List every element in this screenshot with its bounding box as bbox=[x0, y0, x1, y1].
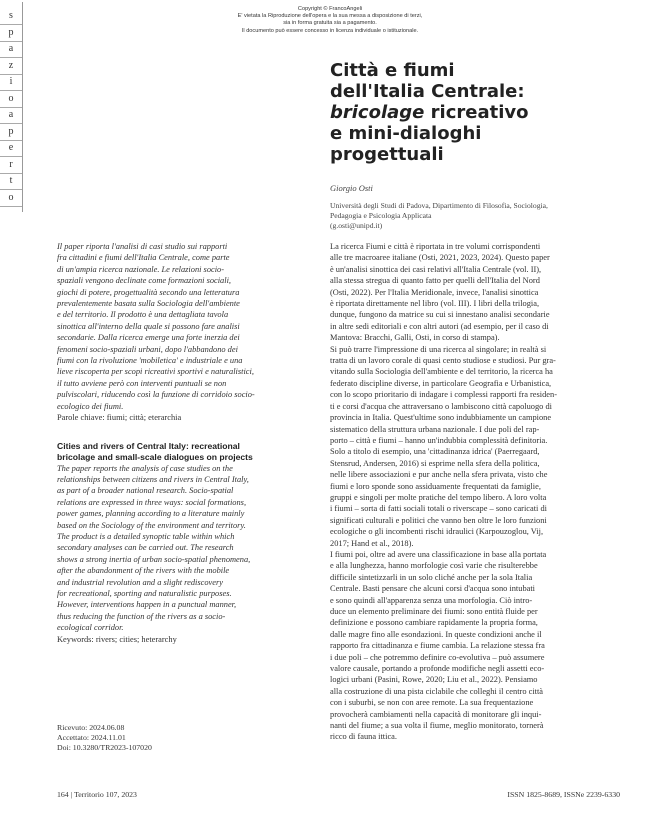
body-line: 2017; Hand et al., 2018). bbox=[330, 538, 414, 548]
article-title bbox=[330, 60, 630, 165]
body-line: ricco di fauna ittica. bbox=[330, 732, 397, 742]
affiliation-line: Università degli Studi di Padova, Dipartimento di Filosofia, Sociologia, bbox=[330, 201, 548, 210]
side-tab-letter: r bbox=[9, 158, 13, 170]
side-tab-letter: i bbox=[9, 76, 13, 87]
title-line: dell'Italia Centrale: bbox=[330, 81, 525, 102]
author-affiliation bbox=[330, 201, 610, 231]
abstract-line: ecologico dei fiumi. bbox=[57, 401, 124, 411]
body-line: e sono quindi all'apparenza senza una morfologia. Ciò intro- bbox=[330, 595, 533, 605]
received-date: Ricevuto: 2024.06.08 bbox=[57, 723, 125, 732]
abstract-english bbox=[57, 463, 307, 634]
body-line: è un'analisi sinottica dei casi relativi all'Italia Centrale (vol. II), bbox=[330, 264, 542, 274]
title-line: progettuali bbox=[330, 144, 444, 165]
body-line: Mantova: Bracchi, Galli, Osti, in corso di stampa). bbox=[330, 333, 500, 343]
body-line: alle tre macroaree italiane (Osti, 2021, 2023, 2024). Questo paper bbox=[330, 253, 550, 263]
title-line: Città e fiumi bbox=[330, 60, 455, 81]
side-tab-divider bbox=[0, 90, 22, 91]
body-line: alla costruzione di una pista ciclabile che colleghi il centro città bbox=[330, 686, 544, 696]
side-tab-divider bbox=[0, 24, 22, 25]
body-line: valore causale, portando a profonde modifiche negli assetti eco- bbox=[330, 664, 545, 674]
side-tab-divider bbox=[0, 74, 22, 75]
abstract-line: fiumi con la rivoluzione 'mobiletica' e industriale e una bbox=[57, 356, 243, 366]
body-line: nanti del fiume; a sua volta il fiume, meglio monitorato, tornerà bbox=[330, 721, 544, 731]
abstract-line: relationships between citizens and rivers in Central Italy, bbox=[57, 474, 249, 484]
body-text bbox=[330, 241, 620, 743]
body-line: è riportata direttamente nel libro (vol. III). I libri della trilogia, bbox=[330, 299, 540, 309]
body-line: dalle magre fino alle esondazioni. In queste condizioni anche il bbox=[330, 629, 542, 639]
abstract-line: secondary analyses can be carried out. The research bbox=[57, 543, 234, 553]
left-column bbox=[57, 241, 307, 645]
body-line: dunque, fungono da matrice su cui si innestano analisi secondarie bbox=[330, 310, 550, 320]
abstract-line: ecological corridor. bbox=[57, 623, 124, 633]
abstract-line: pulviscolari, riducendo così la funzione di corridoio socio- bbox=[57, 390, 255, 400]
body-line: con lo scopo prioritario di indagare i complessi rapporti fra residen- bbox=[330, 390, 557, 400]
side-tab-letter: z bbox=[8, 59, 14, 71]
abstract-line: secondarie. Dalla ricerca emerge una forte inerzia dei bbox=[57, 333, 240, 343]
author-name: Giorgio Osti bbox=[330, 183, 373, 193]
copyright-line: Il documento può essere concesso in licenza individuale o istituzionale. bbox=[241, 27, 419, 34]
body-line: I fiumi poi, oltre ad avere una classificazione in base alla portata bbox=[330, 549, 547, 559]
body-line: federato discipline diverse, in particolare Geografia e Urbanistica, bbox=[330, 378, 552, 388]
body-line: definizione e possono cambiare rapidamente la propria forma, bbox=[330, 618, 538, 628]
side-tab-letter: a bbox=[8, 43, 14, 54]
side-tab-divider bbox=[0, 206, 22, 207]
copyright-line: E' vietata la Riproduzione dell'opera e la sua messa a disposizione di terzi, bbox=[237, 13, 423, 20]
abstract-line: and industrial revolution and a slight rediscovery bbox=[57, 577, 223, 587]
abstract-line: The product is a detailed synoptic table within which bbox=[57, 531, 235, 541]
body-line: duce un elemento preliminare dei fiumi: sono entità fluide per bbox=[330, 607, 538, 616]
side-tab-letter: o bbox=[8, 191, 14, 203]
abstract-line: il tutto avviene però con interventi puntuali se non bbox=[57, 378, 227, 388]
abstract-line: as part of a broader national research. Socio-spatial bbox=[57, 486, 234, 496]
side-tab-divider bbox=[0, 41, 22, 42]
body-line: i due poli – che potremmo definire co-evolutiva – può assumere bbox=[330, 652, 545, 662]
body-line: gruppi e singoli per molte pratiche del tempo libero. A loro volta bbox=[330, 492, 547, 502]
body-line: logici urbani (Pasini, Rowe, 2020; Liu et al., 2022). Pensiamo bbox=[330, 675, 538, 685]
side-tab-divider bbox=[0, 107, 22, 108]
side-tab-divider bbox=[0, 173, 22, 174]
keywords-english: Keywords: rivers; cities; heterarchy bbox=[57, 634, 177, 644]
side-tab-letter: o bbox=[8, 92, 14, 104]
abstract-line: giochi di potere, progettualità secondo una letteratura bbox=[57, 287, 240, 297]
body-line: nelle libere associazioni e pur anche nella sfera privata, visto che bbox=[330, 470, 548, 480]
title-line: e mini-dialoghi bbox=[330, 123, 482, 144]
abstract-line: lieve riscoperta per scopi ricreativi sportivi e naturalistici, bbox=[57, 367, 254, 377]
doi: Doi: 10.3280/TR2023-107020 bbox=[57, 742, 152, 752]
abstract-line: for recreational, sporting and naturalistic purposes. bbox=[57, 588, 232, 598]
side-tab-letter: p bbox=[8, 26, 14, 38]
abstract-line: fenomeni socio-spaziali urbani, dopo l'abbandono dei bbox=[57, 344, 238, 354]
side-tab-divider bbox=[0, 123, 22, 124]
abstract-line: prevalentemente basata sulla Sociologia dell'ambiente bbox=[57, 299, 240, 309]
abstract-line: based on the Sociology of the environment and territory. bbox=[57, 520, 246, 530]
english-title bbox=[57, 441, 307, 463]
body-line: Solo a titolo di esempio, una 'cittadinanza idrica' (Paerregaard, bbox=[330, 447, 540, 457]
body-line: in altre sedi editoriali e con altri autori (ad esempio, per il caso di bbox=[330, 321, 549, 331]
copyright-notice bbox=[200, 6, 460, 35]
side-tab-letter: p bbox=[8, 125, 14, 137]
copyright-line: Copyright © FrancoAngeli bbox=[297, 6, 363, 12]
title-italic-word: bricolage bbox=[330, 102, 425, 123]
body-line: Centrale. Basti pensare che alcuni corsi d'acqua sono intubati bbox=[330, 584, 535, 594]
side-tab-divider bbox=[0, 189, 22, 190]
body-line: sistematico della struttura urbana nazionale. I due poli del rap- bbox=[330, 424, 540, 434]
abstract-italian bbox=[57, 241, 307, 412]
keywords-italian: Parole chiave: fiumi; città; eterarchia bbox=[57, 413, 182, 423]
abstract-line: e del territorio. Il prodotto è una dettagliata tavola bbox=[57, 310, 229, 320]
body-line: Stensrud, Andersen, 2016) si esprime nella sfera della politica, bbox=[330, 458, 540, 468]
body-line: ti e corsi d'acqua che attraversano o lambiscono città capoluogo di bbox=[330, 401, 552, 411]
title-line-rest: ricreativo bbox=[424, 102, 529, 123]
title-line bbox=[330, 102, 630, 123]
body-line: tratta di un lavoro corale di quasi cento studiose e studiosi. Pur gra- bbox=[330, 356, 556, 366]
body-line: La ricerca Fiumi e città è riportata in tre volumi corrispondenti bbox=[330, 242, 541, 251]
side-tab-divider bbox=[0, 140, 22, 141]
side-tab-divider bbox=[0, 156, 22, 157]
body-line: provincia in Italia. Quest'ultime sono indubbiamente un campione bbox=[330, 413, 552, 423]
body-line: con i suburbi, se non con aree remote. La sua frequentazione bbox=[330, 698, 534, 708]
copyright-line: sia in forma gratuita sia a pagamento. bbox=[283, 20, 377, 27]
side-tab-divider bbox=[0, 57, 22, 58]
abstract-line: spaziali vengono declinate come formazioni sociali, bbox=[57, 276, 231, 286]
abstract-line: sinottica all'interno della quale si possono fare analisi bbox=[57, 321, 240, 331]
body-line: porto – città e fiumi – hanno un'indubbia complessità definitoria. bbox=[330, 435, 548, 445]
body-line: e alla lunghezza, hanno morfologie così varie che risulterebbe bbox=[330, 561, 538, 571]
side-tab-letter: s bbox=[9, 10, 13, 21]
abstract-line: The paper reports the analysis of case studies on the bbox=[57, 463, 233, 473]
article-dates bbox=[57, 723, 152, 752]
abstract-line: fra cittadini e fiumi dell'Italia Centrale, come parte bbox=[57, 253, 230, 263]
english-title-line: bricolage and small-scale dialogues on projects bbox=[57, 451, 253, 462]
affiliation-line: Pedagogia e Psicologia Applicata bbox=[330, 211, 432, 220]
footer-issn: ISSN 1825-8689, ISSNe 2239-6330 bbox=[507, 790, 620, 799]
body-line: Si può trarre l'impressione di una ricerca al singolare; in realtà si bbox=[330, 344, 547, 354]
english-title-line: Cities and rivers of Central Italy: recreational bbox=[57, 440, 240, 451]
abstract-line: However, interventions happen in a punctual manner, bbox=[57, 600, 237, 610]
body-line: alla stessa stregua di quanto fatto per quelli dell'Italia del Nord bbox=[330, 276, 540, 286]
body-line: vitando sulla Sociologia dell'ambiente e del territorio, la ricerca ha bbox=[330, 367, 553, 377]
body-line: ecologiche o gli incombenti rischi idraulici (Karpouzoglou, Vij, bbox=[330, 527, 544, 537]
abstract-line: power games, planning according to a literature mainly bbox=[57, 509, 245, 519]
body-line: fiumi e loro sponde sono assiduamente frequentati da famiglie, bbox=[330, 481, 541, 491]
footer-page-journal: 164 | Territorio 107, 2023 bbox=[57, 790, 137, 799]
abstract-line: relations are expressed in three ways: social formations, bbox=[57, 497, 247, 507]
body-line: difficile sintetizzarli in un solo cliché anche per la sola Italia bbox=[330, 572, 533, 582]
spazio-aperto-side-tab bbox=[0, 2, 23, 212]
abstract-line: after the abandonment of the rivers with the mobile bbox=[57, 566, 230, 576]
body-line: provocherà cambiamenti nella capacità di monitorare gli inqui- bbox=[330, 709, 542, 719]
affiliation-line: (g.osti@unipd.it) bbox=[330, 221, 383, 230]
side-tab-letter: e bbox=[8, 142, 14, 153]
abstract-line: shows a strong inertia of urban socio-spatial phenomena, bbox=[57, 554, 251, 564]
body-line: rapporto fra cittadinanza e fiume cambia. La relazione stessa fra bbox=[330, 641, 545, 651]
abstract-line: di un'ampia ricerca nazionale. Le relazioni socio- bbox=[57, 264, 225, 274]
side-tab-letter: a bbox=[8, 109, 14, 120]
abstract-line: thus reducing the function of the rivers as a socio- bbox=[57, 611, 226, 621]
accepted-date: Accettato: 2024.11.01 bbox=[57, 732, 126, 742]
body-line: (Osti, 2022). Per l'Italia Meridionale, invece, l'analisi sinottica bbox=[330, 287, 539, 297]
abstract-line: Il paper riporta l'analisi di casi studio sui rapporti bbox=[57, 242, 228, 251]
body-line: i fiumi – sorta di fatti sociali totali o riverscape – sono caricati di bbox=[330, 504, 547, 514]
side-tab-letter: t bbox=[9, 175, 13, 186]
body-line: significati culturali e politici che vanno ben oltre le loro funzioni bbox=[330, 515, 547, 525]
